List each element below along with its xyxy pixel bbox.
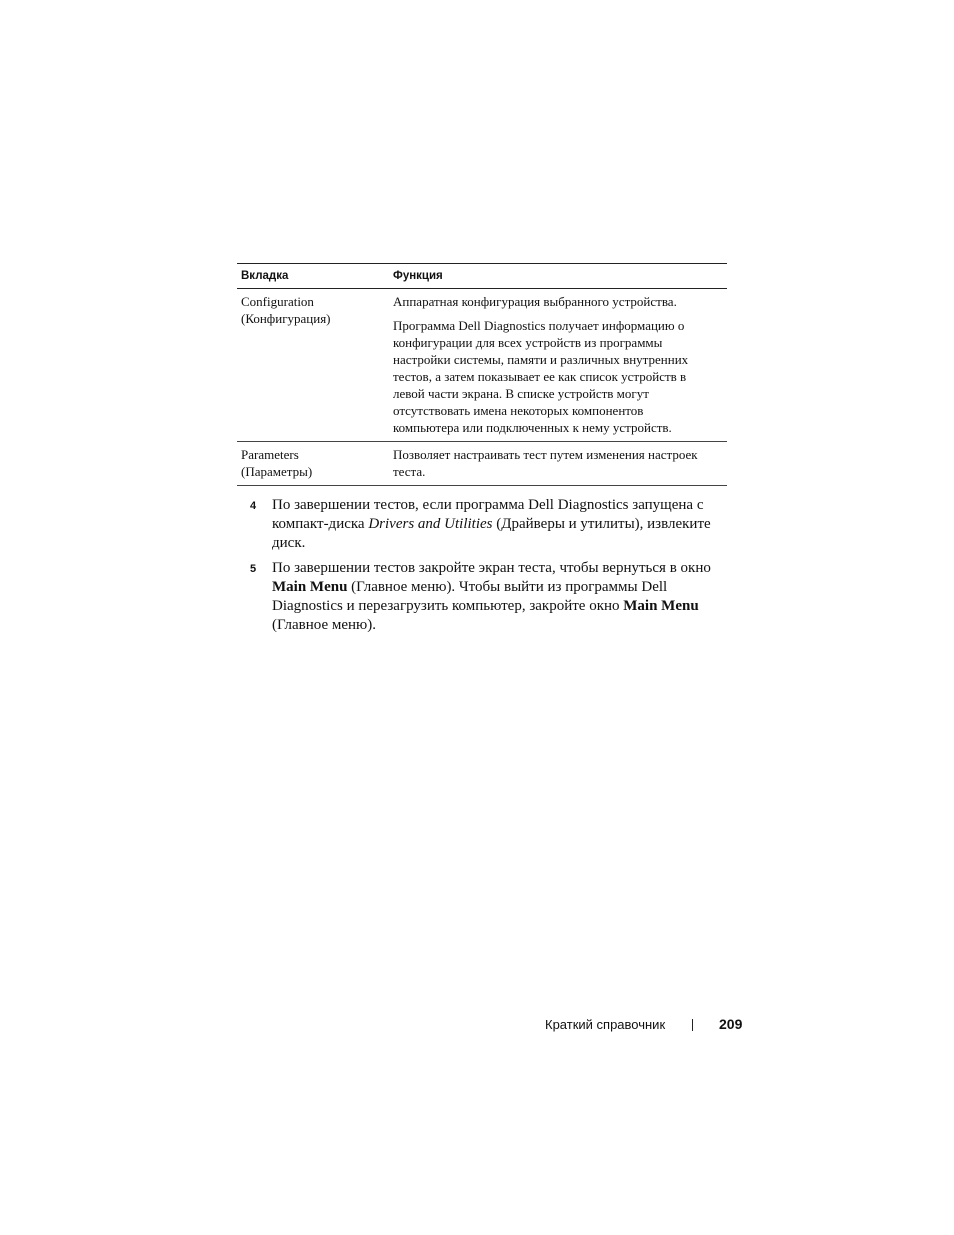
function-line: теста.	[393, 464, 426, 479]
tab-cell	[237, 289, 389, 441]
page-footer	[540, 1015, 745, 1035]
step-line: По завершении тестов, если программа Dell Diagnostics запущена с	[272, 497, 704, 513]
step-text-run: Diagnostics и перезагрузить компьютер, закройте окно	[272, 598, 624, 614]
step-line	[272, 515, 727, 534]
tabs-table	[237, 263, 727, 486]
function-line: настройки системы, памяти и различных внутренних	[393, 352, 689, 367]
steps-list	[247, 496, 727, 641]
step-line: (Главное меню).	[272, 617, 377, 633]
step-item	[247, 559, 727, 635]
step-text	[272, 496, 727, 553]
tab-name: Configuration	[241, 294, 314, 309]
function-line: Аппаратная конфигурация выбранного устройства.	[393, 294, 677, 309]
product-name: Drivers and Utilities	[368, 516, 493, 532]
step-line	[272, 578, 727, 597]
header-function: Функция	[393, 270, 443, 282]
tab-name-translation: (Конфигурация)	[241, 311, 331, 326]
step-text-run: (Главное меню). Чтобы выйти из программы Dell	[347, 579, 668, 595]
function-line: Программа Dell Diagnostics получает информацию о	[393, 318, 685, 333]
tab-name: Parameters	[241, 447, 299, 462]
table-row	[237, 289, 727, 442]
page-number: 209	[719, 1016, 743, 1032]
function-line: Позволяет настраивать тест путем изменения настроек	[393, 447, 698, 462]
function-line: компьютера или подключенных к нему устройств.	[393, 420, 672, 435]
step-text-run: (Драйверы и утилиты), извлеките	[492, 516, 711, 532]
footer-title: Краткий справочник	[545, 1017, 666, 1032]
step-text	[272, 559, 727, 635]
function-line: отсутствовать имена некоторых компонентов	[393, 403, 644, 418]
function-line: тестов, а затем показывает ее как список устройств в	[393, 369, 687, 384]
function-cell	[389, 289, 727, 441]
menu-name: Main Menu	[623, 598, 699, 614]
function-paragraph	[393, 317, 723, 436]
tab-cell	[237, 442, 389, 485]
step-item	[247, 496, 727, 553]
footer-divider	[692, 1019, 693, 1031]
step-number: 4	[250, 500, 257, 512]
menu-name: Main Menu	[272, 579, 348, 595]
function-line: левой части экрана. В списке устройств могут	[393, 386, 649, 401]
table-header	[237, 264, 727, 289]
function-line: конфигурации для всех устройств из программы	[393, 335, 663, 350]
step-number: 5	[250, 563, 257, 575]
tab-name-translation: (Параметры)	[241, 464, 313, 479]
function-paragraph	[393, 293, 723, 310]
table-row	[237, 442, 727, 486]
function-paragraph	[393, 446, 723, 480]
function-cell	[389, 442, 727, 485]
step-line: диск.	[272, 535, 306, 551]
header-tab: Вкладка	[241, 270, 289, 282]
step-text-run: компакт-диска	[272, 516, 369, 532]
step-line	[272, 597, 727, 616]
step-line: По завершении тестов закройте экран теста, чтобы вернуться в окно	[272, 560, 711, 576]
